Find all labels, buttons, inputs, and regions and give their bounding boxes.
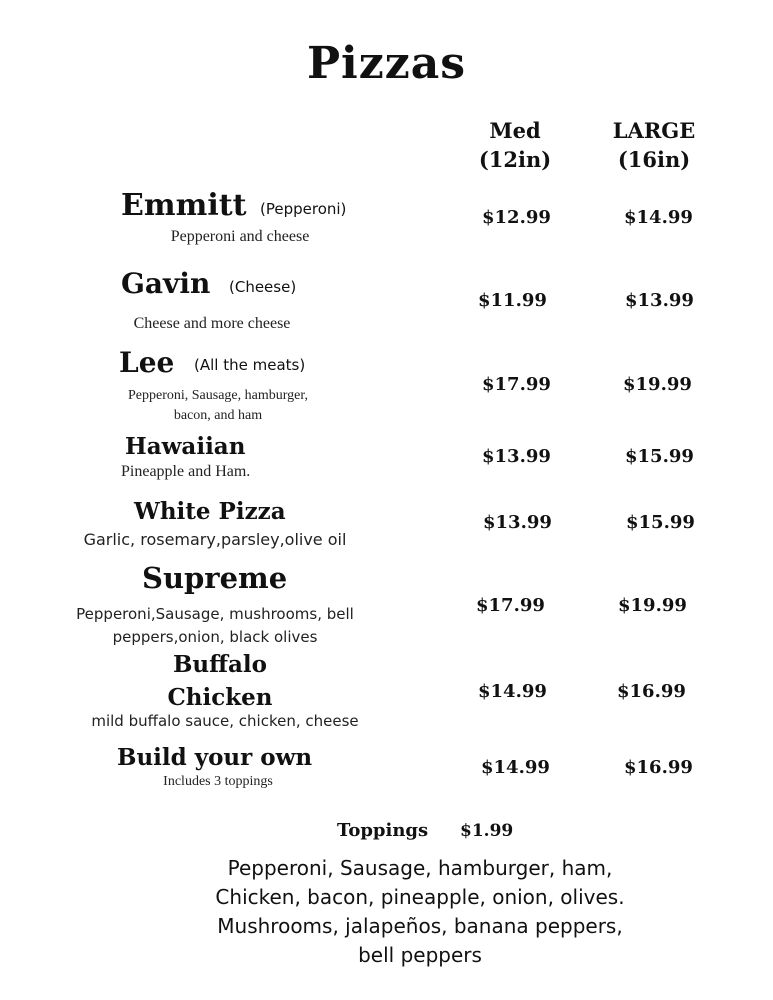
pizza-desc-white-pizza: Garlic, rosemary,parsley,olive oil bbox=[83, 530, 347, 549]
toppings-list-line1: Pepperoni, Sausage, hamburger, ham, bbox=[227, 856, 613, 880]
pizza-desc-supreme-line1: Pepperoni,Sausage, mushrooms, bell bbox=[76, 605, 354, 623]
price-large-lee: $19.99 bbox=[623, 374, 692, 395]
price-medium-hawaiian: $13.99 bbox=[482, 446, 551, 467]
pizza-name-buffalo-chicken-line2: Chicken bbox=[167, 684, 273, 711]
pizza-name-emmitt: Emmitt bbox=[121, 188, 247, 223]
price-medium-build-your-own: $14.99 bbox=[481, 757, 550, 778]
price-large-gavin: $13.99 bbox=[625, 290, 694, 311]
price-medium-white-pizza: $13.99 bbox=[483, 512, 552, 533]
price-medium-gavin: $11.99 bbox=[478, 290, 547, 311]
pizza-desc-supreme bbox=[55, 603, 375, 649]
column-header-large-line2: (16in) bbox=[617, 147, 691, 172]
pizza-name-build-your-own: Build your own bbox=[117, 744, 313, 771]
price-large-white-pizza: $15.99 bbox=[626, 512, 695, 533]
pizza-name-hawaiian: Hawaiian bbox=[125, 433, 246, 460]
pizza-name-supreme: Supreme bbox=[142, 561, 288, 595]
toppings-list-line3: Mushrooms, jalapeños, banana peppers, bbox=[217, 914, 623, 938]
price-large-build-your-own: $16.99 bbox=[624, 757, 693, 778]
column-header-medium-line2: (12in) bbox=[478, 147, 552, 172]
toppings-list-line2: Chicken, bacon, pineapple, onion, olives. bbox=[215, 885, 625, 909]
pizza-desc-hawaiian: Pineapple and Ham. bbox=[121, 463, 251, 480]
pizza-name-lee: Lee bbox=[119, 346, 175, 379]
pizza-name-gavin: Gavin bbox=[121, 267, 211, 300]
price-large-emmitt: $14.99 bbox=[624, 207, 693, 228]
pizza-desc-build-your-own: Includes 3 toppings bbox=[163, 774, 273, 789]
price-medium-buffalo-chicken: $14.99 bbox=[478, 681, 547, 702]
pizza-name-white-pizza: White Pizza bbox=[134, 498, 286, 525]
pizza-desc-emmitt: Pepperoni and cheese bbox=[170, 228, 310, 245]
price-large-hawaiian: $15.99 bbox=[625, 446, 694, 467]
page-title: Pizzas bbox=[306, 38, 467, 89]
price-large-supreme: $19.99 bbox=[618, 595, 687, 616]
pizza-desc-gavin: Cheese and more cheese bbox=[133, 315, 291, 332]
column-header-medium-line1: Med bbox=[489, 118, 541, 143]
pizza-name-buffalo-chicken bbox=[150, 648, 290, 714]
pizza-name-buffalo-chicken-line1: Buffalo bbox=[172, 651, 268, 678]
price-large-buffalo-chicken: $16.99 bbox=[617, 681, 686, 702]
pizza-desc-lee-line2: bacon, and ham bbox=[173, 408, 263, 423]
pizza-subtitle-lee: (All the meats) bbox=[194, 356, 306, 374]
column-header-medium bbox=[465, 116, 565, 174]
pizza-desc-lee bbox=[98, 386, 338, 426]
column-header-large-line1: LARGE bbox=[612, 118, 696, 143]
pizza-subtitle-emmitt: (Pepperoni) bbox=[260, 200, 347, 218]
price-medium-supreme: $17.99 bbox=[476, 595, 545, 616]
pizza-desc-supreme-line2: peppers,onion, black olives bbox=[112, 628, 318, 646]
pizza-subtitle-gavin: (Cheese) bbox=[229, 278, 297, 296]
toppings-label: Toppings bbox=[337, 820, 429, 841]
pizza-desc-buffalo-chicken: mild buffalo sauce, chicken, cheese bbox=[91, 712, 359, 730]
pizza-desc-lee-line1: Pepperoni, Sausage, hamburger, bbox=[128, 388, 308, 403]
toppings-list-line4: bell peppers bbox=[358, 943, 482, 967]
column-header-large bbox=[598, 116, 710, 174]
toppings-price: $1.99 bbox=[460, 821, 514, 841]
price-medium-lee: $17.99 bbox=[482, 374, 551, 395]
toppings-list bbox=[180, 854, 660, 970]
price-medium-emmitt: $12.99 bbox=[482, 207, 551, 228]
